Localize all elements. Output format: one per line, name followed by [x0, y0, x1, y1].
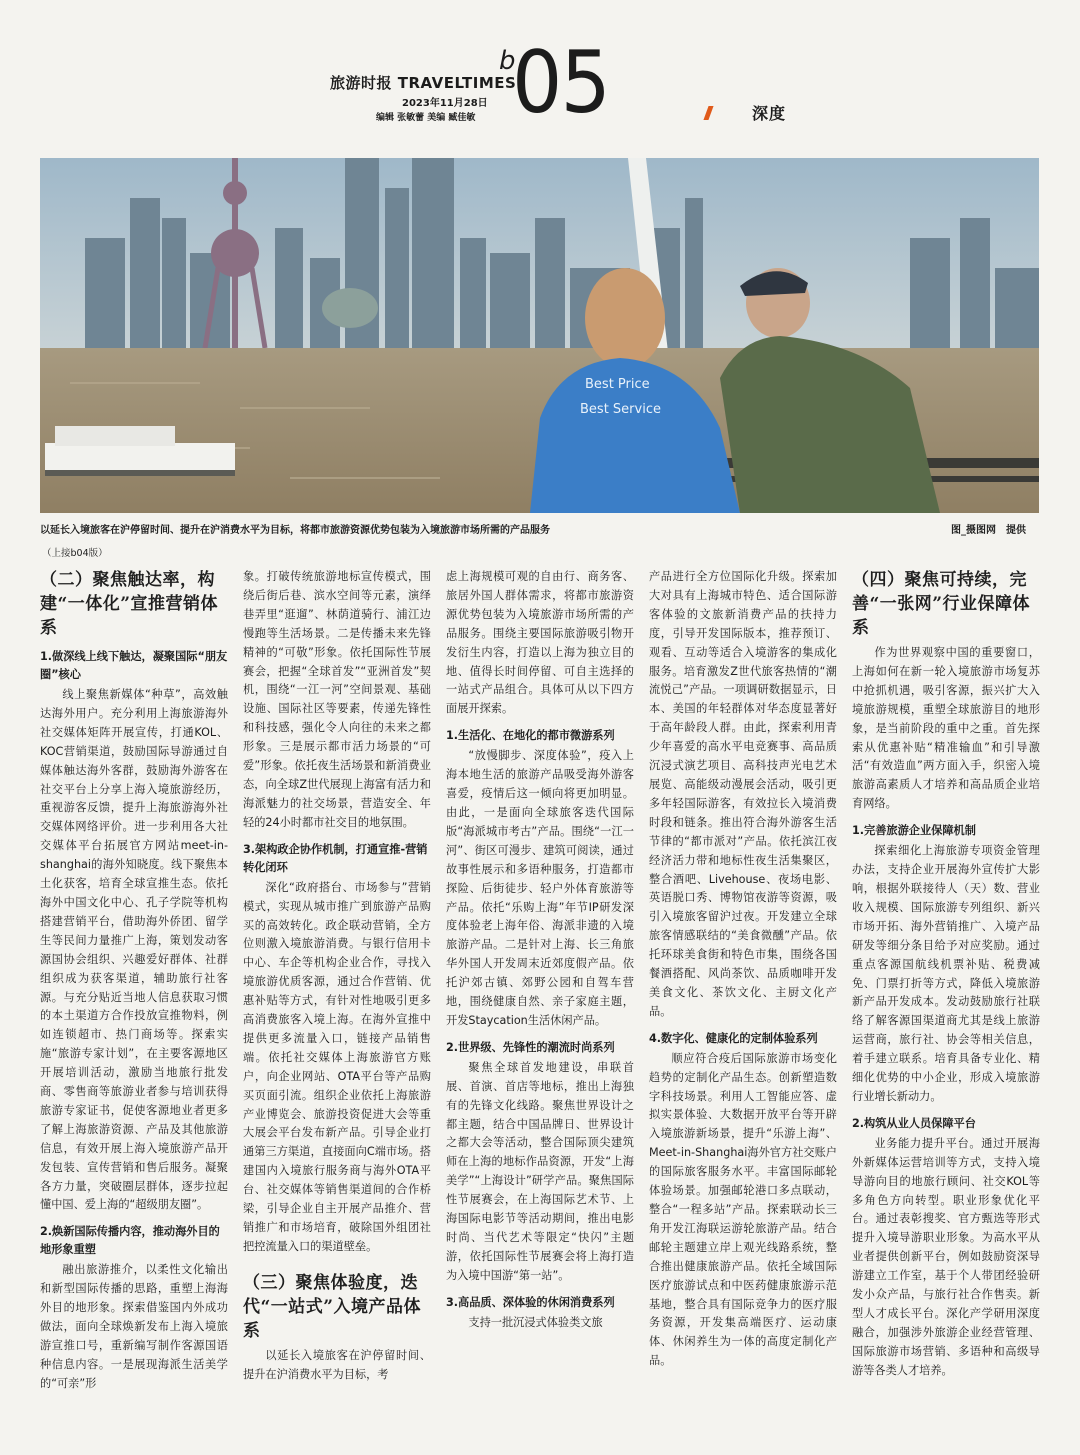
paragraph: 融出旅游推介，以柔性文化输出和新型国际传播的思路，重塑上海海外目的地形象。探索借鉴国内外成功做法，面向全球焕新发布上海入境旅游宣推口号，重新编写制作客源国语种信息内容。一是展现海派生活美学的“可亲”形 [40, 1263, 228, 1390]
lead-photo [40, 158, 1039, 513]
bund-skyline-photo [40, 158, 1039, 513]
paragraph: 作为世界观察中国的重要窗口，上海如何在新一轮入境旅游市场复苏中抢抓机遇，吸引客源，振兴扩大入境旅游规模，重塑全球旅游目的地形象，是当前阶段的重中之重。首先探索从优惠补贴“精准输血”和引导激活“有效造血”两方面入手，织密入境旅游高素质人才培养和高品质企业培育网络。 [852, 646, 1040, 811]
subheading-staff-platform: 2.构筑从业人员保障平台 [852, 1116, 976, 1130]
subheading-enterprise-guarantee: 1.完善旅游企业保障机制 [852, 824, 976, 838]
paragraph: “放慢脚步、深度体验”，疫入上海本地生活的旅游产品吸受海外游客喜爱，疫情后这一倾向将更加明显。由此，一是面向全球旅客迭代国际版“海派城市考古”产品。围绕“一江一河”、街区可漫步、建筑可阅读，通过故事性展示和多语种服务，打造都市探险、后街徒步、轻户外体育旅游等产品。依托“乐购上海”年节IP研发深度体验老上海年俗、海派非遗的入境旅游产品。二是针对上海、长三角旅华外国人开发周末近郊度假产品。依托沪郊古镇、郊野公园和自驾车营地，围绕健康自然、亲子家庭主题，开发Staycation生活休闲产品。 [446, 749, 634, 1027]
page-number: 05 [512, 33, 610, 133]
section-title: 深度 [752, 104, 787, 123]
subheading-trend-fashion: 2.世界级、先锋性的潮流时尚系列 [446, 1040, 615, 1054]
article-column-5 [852, 568, 1040, 1381]
article-column-3 [446, 568, 634, 1333]
paragraph: 象。打破传统旅游地标宣传模式，围绕后街后巷、滨水空间等元素，演绎巷弄里“逛遛”、林荫道骑行、浦江边慢跑等生活场景。二是传播未来先锋精神的“可敬”形象。依托国际性节展赛会，把握“全球首发”“亚洲首发”契机，围绕“一江一河”空间景观、基础设施、国际社区等要素，传递先锋性和科技感，强化令人向往的未来之都形象。三是展示都市活力场景的“可爱”形象。依托夜生活场景和新消费业态，向全球Z世代展现上海富有活力和海派魅力的社交场景，营造安全、年轻的24小时都市社交目的地氛围。 [243, 570, 431, 829]
paragraph: 以延长入境旅客在沪停留时间、提升在沪消费水平为目标，考 [243, 1348, 431, 1381]
subheading-gov-enterprise: 3.架构政企协作机制，打通宣推-营销转化闭环 [243, 842, 428, 874]
paragraph: 业务能力提升平台。通过开展海外新媒体运营培训等方式，支持入境导游向目的地旅行顾问、社交KOL等多角色方向转型。职业形象优化平台。通过表彰搜奖、官方甄选等形式提升入境导游职业形象。为高水平从业者提供创新平台，例如鼓励资深导游建立工作室，基于个人带团经验研发小众产品，与旅行社合作售卖。新型人才成长平台。深化产学研用深度融合，加强涉外旅游企业经营管理、国际旅游市场营销、多语种和高级导游等各类人才培养。 [852, 1136, 1040, 1377]
subheading-digital-health: 4.数字化、健康化的定制体验系列 [649, 1031, 818, 1045]
paragraph: 虑上海规模可观的自由行、商务客、旅居外国人群体需求，将都市旅游资源优势包装为入境旅游市场所需的产品服务。围绕主要国际旅游吸引物开发衍生内容，打造以上海为独立目的地、值得长时间停留、可自主选择的一站式产品组合。具体可从以下四方面展开探索。 [446, 570, 634, 716]
continued-from-note: （上接b04版） [42, 548, 108, 559]
section-slash-mark [703, 106, 713, 120]
paragraph: 支持一批沉浸式体验类文旅 [468, 1315, 603, 1329]
brand-english: TRAVELTIMES [397, 74, 517, 92]
photo-credit: 图_摄图网 提供 [951, 525, 1026, 536]
section-heading-2: （二）聚焦触达率，构建“一体化”宣推营销体系 [40, 570, 219, 638]
paragraph: 探索细化上海旅游专项资金管理办法，支持企业开展海外宣传扩大影响，根据外联接待人（天）数、营业收入规模、国际旅游专列组织、新兴市场开拓、海外营销推广、入境产品研发等细分条目给予对应奖励。通过重点客源国航线机票补贴、税费减免、门票打折等方式，降低入境旅游新产品开发成本。发动鼓励旅行社联络了解客源国渠道商尤其是线上旅游运营商，旅行社、协会等相关信息，着手建立联系。培育具备专业化、精细化优势的中小企业，形成入境旅游行业增长新动力。 [852, 844, 1040, 1103]
svg-text:Best Price: Best Price [585, 377, 650, 392]
subheading-communication: 2.焕新国际传播内容，推动海外目的地形象重塑 [40, 1225, 220, 1257]
article-column-2 [243, 568, 431, 1385]
paragraph: 产品进行全方位国际化升级。探索加大对具有上海城市特色、适合国际游客体验的文旅新消费产品的扶持力度，引导开发国际版本，推荐预订、观看、互动等适合入境游客的集成化服务。培育激发Z世代旅客热情的“潮流悦己”产品。一项调研数据显示，日本、美国的年轻群体对华态度显著好于高年龄段人群。由此，探索利用青少年喜爱的高水平电竞赛事、高品质沉浸式演艺项目、高科技声光电艺术展览、高能级动漫展会活动，吸引更多年轻国际游客，有效拉长入境消费时段和链条。推出符合海外游客生活节律的“都市派对”产品。依托滨江夜经济活力带和地标性夜生活集聚区，整合酒吧、Livehouse、夜场电影、英语脱口秀、博物馆夜游等资源，吸引入境旅客留沪过夜。开发建立全球旅客情感联结的“美食微醺”产品。依托环球美食街和特色市集，围绕各国餐酒搭配、风尚茶饮、品质咖啡开发美食文化、茶饮文化、主厨文化产品。 [649, 570, 837, 1018]
page-letter: b [499, 46, 516, 76]
photo-caption: 以延长入境旅客在沪停留时间、提升在沪消费水平为目标，将都市旅游资源优势包装为入境旅游市场所需的产品服务 [40, 525, 550, 536]
masthead [0, 0, 1080, 150]
editor-credits: 编辑 张敏蕾 美编 臧佳敏 [376, 113, 476, 123]
newspaper-brand [330, 72, 516, 93]
paragraph: 深化“政府搭台、市场参与”营销模式，实现从城市推广到旅游产品购买的高效转化。政企联动营销，全方位则激入境旅游消费。与银行信用卡中心、车企等机构企业合作，寻找入境旅游优质客源，通过合作营销、优惠补贴等方式，有针对性地吸引更多高消费旅客入境上海。在海外宣推中提供更多流量入口，链接产品销售端。依托社交媒体上海旅游官方账户，向企业网站、OTA平台等产品购买页面引流。组织企业依托上海旅游产业博览会、旅游投资促进大会等重大展会平台发布新产品。引导企业打通第三方渠道，直接面向C端市场。搭建国内入境旅行服务商与海外OTA平台、社交媒体等销售渠道间的合作桥梁，引导企业自主开展产品推介、营销推广和市场培育，破除国外组团社把控流量入口的渠道壁垒。 [243, 880, 431, 1253]
brand-chinese: 旅游时报 [330, 74, 393, 92]
subheading-urban-micro-tour: 1.生活化、在地化的都市微游系列 [446, 729, 615, 743]
article-column-1 [40, 568, 228, 1394]
paragraph: 聚焦全球首发地建设，串联首展、首演、首店等地标，推出上海独有的先锋文化线路。聚焦世界设计之都主题，结合中国品牌日、世界设计之都大会等活动，整合国际顶尖建筑师在上海的地标作品资源，开发“上海美学”“上海设计”研学产品。聚焦国际性节展赛会，在上海国际艺术节、上海国际电影节等活动期间，推出电影时尚、当代艺术等限定“快闪”主题游，依托国际性节展赛会将上海打造为入境中国游“第一站”。 [446, 1060, 634, 1282]
paragraph: 顺应符合疫后国际旅游市场变化趋势的定制化产品生态。创新塑造数字科技场景。利用人工智能应答、虚拟实景体验、大数据开放平台等开辟入境旅游新场景，提升“乐游上海”、Meet-in-Shanghai海外官方社交账户的国际旅客服务水平。丰富国际邮轮体验场景。加强邮轮港口多点联动，整合“一程多站”产品。探索联动长三角开发江海联运游轮旅游产品。结合邮轮主题建立岸上观光线路系统，整合推出健康旅游产品。依托全域国际医疗旅游试点和中医药健康旅游示范基地，整合具有国际竞争力的医疗服务资源，开发集高端医疗、运动康体、休闲养生为一体的高度定制化产品。 [649, 1051, 837, 1368]
section-heading-4: （四）聚焦可持续，完善“一张网”行业保障体系 [852, 570, 1031, 638]
section-heading-3: （三）聚焦体验度，迭代“一站式”入境产品体系 [243, 1272, 422, 1341]
svg-text:Best Service: Best Service [580, 402, 661, 417]
subheading-leisure-consumption: 3.高品质、深体验的休闲消费系列 [446, 1295, 615, 1309]
article-column-4 [649, 568, 837, 1371]
subheading-reach: 1.做深线上线下触达，凝聚国际“朋友圈”核心 [40, 650, 228, 681]
paragraph: 线上聚焦新媒体“种草”，高效触达海外用户。充分利用上海旅游海外社交媒体矩阵开展宣传，打通KOL、KOC营销渠道，鼓励国际导游通过自媒体触达海外客群，鼓励海外游客在社交平台上分享上海入境旅游经历，重视游客反馈，提升上海旅游海外社交媒体网络评价。进一步利用各大社交媒体平台拓展官方网站meet-in-shanghai的海外知晓度。线下聚焦本土化获客，培育全球宣推生态。依托海外中国文化中心、孔子学院等机构搭建营销平台，借助海外侨团、留学生等民间力量推广上海，策划发动客源国协会组织、兴趣爱好群体、社群组织成为获客渠道，辅助旅行社客源。与充分贴近当地人信息获取习惯的本土渠道方合作投放宣推物料，例如连锁超市、热门商场等。探索实施“旅游专家计划”，在主要客源地区开展培训活动，激励当地旅行批发商、零售商等旅游业者参与培训获得旅游专家证书，促使客源地业者更多了解上海旅游资源、产品及其他旅游信息，有效开展上海入境旅游产品开发包装、宣传营销和售后服务。凝聚各方力量，突破圈层群体，逐步拉起懂中国、爱上海的“超级朋友圈”。 [40, 688, 228, 1212]
issue-date: 2023年11月28日 [402, 98, 488, 109]
